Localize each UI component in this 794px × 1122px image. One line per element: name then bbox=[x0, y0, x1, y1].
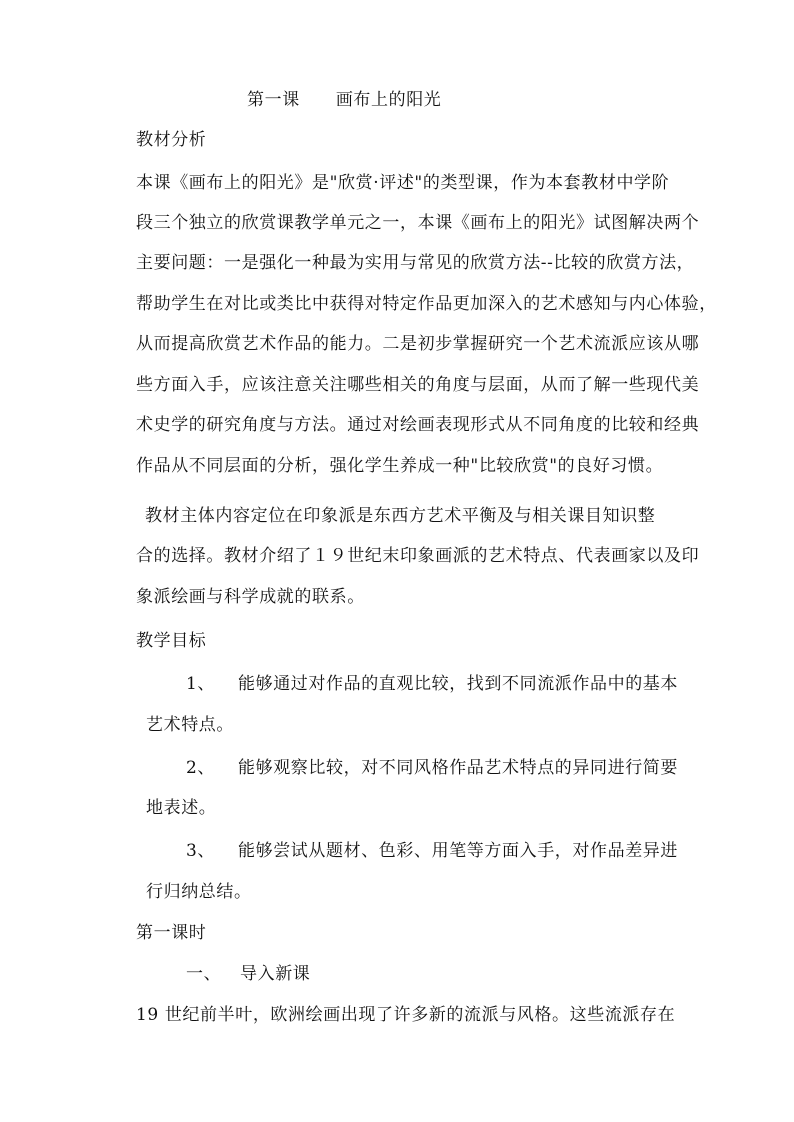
goal-text-cont: 行归纳总结。 bbox=[146, 882, 252, 902]
para1-line: 段三个独立的欣赏课教学单元之一，本课《画布上的阳光》试图解决两个 bbox=[136, 213, 700, 233]
goal-number: 1、 bbox=[186, 674, 216, 694]
para1-line: 帮助学生在对比或类比中获得对特定作品更加深入的艺术感知与内心体验， bbox=[136, 294, 717, 314]
goal-number: 2、 bbox=[186, 758, 216, 778]
goal-number: 3、 bbox=[186, 841, 216, 861]
para2-line: 合的选择。教材介绍了１９世纪末印象画派的艺术特点、代表画家以及印 bbox=[136, 546, 700, 566]
goal-text-cont: 艺术特点。 bbox=[146, 715, 234, 735]
para2-line: 教材主体内容定位在印象派是东西方艺术平衡及与相关课目知识整 bbox=[145, 506, 656, 526]
para3-line: 19 世纪前半叶，欧洲绘画出现了许多新的流派与风格。这些流派存在 bbox=[136, 1005, 676, 1025]
sub-number: 一、 bbox=[186, 964, 222, 984]
title-name: 画布上的阳光 bbox=[335, 90, 442, 110]
para1-line: 主要问题：一是强化一种最为实用与常见的欣赏方法--比较的欣赏方法， bbox=[136, 253, 695, 273]
page-title bbox=[247, 89, 441, 111]
goal-text: 能够观察比较，对不同风格作品艺术特点的异同进行简要 bbox=[238, 758, 678, 778]
para2-line: 象派绘画与科学成就的联系。 bbox=[136, 587, 365, 607]
title-lesson: 第一课 bbox=[247, 90, 300, 110]
para1-line: 作品从不同层面的分析，强化学生养成一种"比较欣赏"的良好习惯。 bbox=[136, 456, 664, 476]
goal-text: 能够通过对作品的直观比较，找到不同流派作品中的基本 bbox=[238, 674, 678, 694]
subheading-intro bbox=[186, 963, 310, 985]
goal-text-cont: 地表述。 bbox=[146, 798, 217, 818]
para1-line: 些方面入手，应该注意关注哪些相关的角度与层面，从而了解一些现代美 bbox=[136, 375, 700, 395]
goal-item bbox=[186, 757, 678, 779]
goal-text: 能够尝试从题材、色彩、用笔等方面入手，对作品差异进 bbox=[238, 841, 678, 861]
heading-goals: 教学目标 bbox=[136, 631, 207, 651]
heading-period: 第一课时 bbox=[136, 923, 207, 943]
para1-line: 术史学的研究角度与方法。通过对绘画表现形式从不同角度的比较和经典 bbox=[136, 415, 700, 435]
para1-line: 从而提高欣赏艺术作品的能力。二是初步掌握研究一个艺术流派应该从哪 bbox=[136, 334, 700, 354]
goal-item bbox=[186, 840, 678, 862]
goal-item bbox=[186, 673, 678, 695]
sub-title: 导入新课 bbox=[240, 964, 311, 984]
heading-analysis: 教材分析 bbox=[136, 130, 207, 150]
para1-line: 本课《画布上的阳光》是"欣赏·评述"的类型课，作为本套教材中学阶 bbox=[136, 173, 670, 193]
